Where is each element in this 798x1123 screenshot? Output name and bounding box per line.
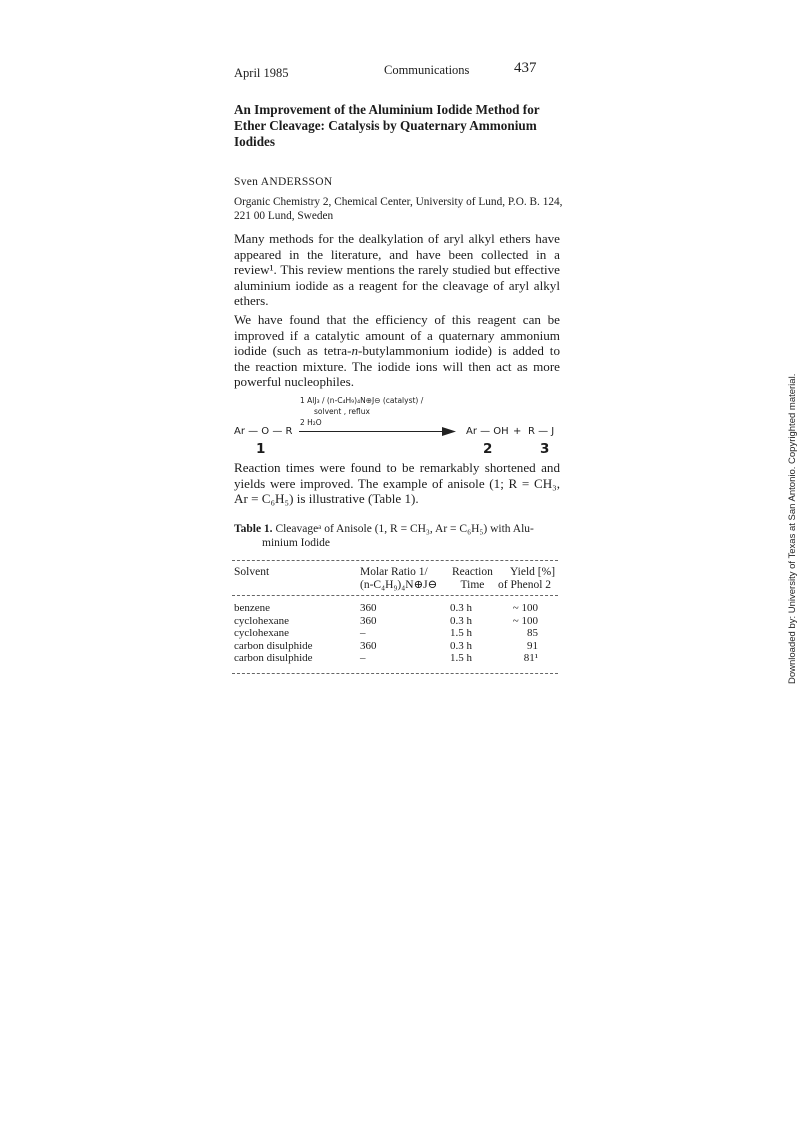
col-header-solvent: Solvent xyxy=(234,566,270,578)
table-cell-solvent: cyclohexane xyxy=(234,627,289,640)
table-cell-time: 0.3 h xyxy=(450,639,472,652)
table-cell-time: 1.5 h xyxy=(450,627,472,640)
table-caption: Table 1. Cleavageᵃ of Anisole (1, R = CH₃, Ar = C₆H₅) with Alu- minium Iodide xyxy=(234,523,534,549)
scheme-condition-3: 2 H₂O xyxy=(300,418,322,427)
product-iodide-number: 3 xyxy=(540,441,550,457)
table-cell-solvent: benzene xyxy=(234,602,271,614)
page-number: 437 xyxy=(514,60,537,76)
table-cell-time: 0.3 h xyxy=(450,602,472,614)
col-header-yield: Yield [%] of Phenol 2 xyxy=(498,566,556,591)
article-title: An Improvement of the Aluminium Iodide Method for Ether Cleavage: Catalysis by Quaternary Ammonium Iodides xyxy=(234,102,540,149)
plus-sign: + xyxy=(513,426,522,437)
product-iodide: R — J xyxy=(528,426,555,437)
paragraph-results: Reaction times were found to be remarkably shortened and yields were improved. The example of anisole (1; R = CH₃, Ar = C₆H₅) is illustrative (Table 1). xyxy=(234,460,560,506)
product-phenol-number: 2 xyxy=(483,441,493,457)
reactant-number: 1 xyxy=(256,441,266,457)
table-cell-yield: ~ 100 xyxy=(512,614,538,627)
scheme-condition-2: solvent , reflux xyxy=(314,407,370,416)
table-cell-solvent: cyclohexane xyxy=(234,614,289,627)
col-header-time: Reaction Time xyxy=(452,566,493,591)
table-cell-yield: ~ 100 xyxy=(512,602,538,614)
table-cell-time: 0.3 h xyxy=(450,614,472,627)
side-download-note: Downloaded by: University of Texas at San Antonio. Copyrighted material. xyxy=(787,373,798,684)
table-cell-solvent: carbon disulphide xyxy=(234,652,313,665)
table-rule-header xyxy=(232,595,558,596)
reaction-arrow-line xyxy=(299,431,449,432)
header-section: Communications xyxy=(384,63,470,77)
table-label: Table 1. xyxy=(234,523,273,535)
reaction-arrow-head-icon xyxy=(442,427,456,436)
table-cell-ratio: 360 xyxy=(360,602,377,614)
table-rule-top xyxy=(232,560,558,561)
table-cell-ratio: – xyxy=(360,627,366,640)
reactant: Ar — O — R xyxy=(234,426,293,437)
table-cell-ratio: – xyxy=(360,652,366,665)
affiliation: Organic Chemistry 2, Chemical Center, University of Lund, P.O. B. 124, 221 00 Lund, Sweden xyxy=(234,196,563,222)
table-cell-time: 1.5 h xyxy=(450,652,472,665)
author: Sven ANDERSSON xyxy=(234,176,333,188)
table-cell-yield: 81¹ xyxy=(523,652,538,665)
table-cell-solvent: carbon disulphide xyxy=(234,639,313,652)
paragraph-method: We have found that the efficiency of this reagent can be improved if a catalytic amount of a quaternary ammonium iodide (such as tetra-n-butylammonium iodide) is added to the reaction mixture. The iodide ions will then act as more powerful nucleophiles. xyxy=(234,312,560,389)
table-cell-yield: 85 xyxy=(527,627,538,640)
product-phenol: Ar — OH xyxy=(466,426,509,437)
col-header-ratio: Molar Ratio 1/ (n-C₄H₉)₄N⊕J⊖ xyxy=(360,566,438,591)
scheme-condition-1: 1 AlJ₃ / (n-C₄H₉)₄N⊕J⊖ (catalyst) / xyxy=(300,396,424,405)
table-cell-yield: 91 xyxy=(527,639,538,652)
table-cell-ratio: 360 xyxy=(360,614,377,627)
header-date: April 1985 xyxy=(234,66,289,80)
table-cell-ratio: 360 xyxy=(360,639,377,652)
paragraph-intro: Many methods for the dealkylation of aryl alkyl ethers have appeared in the literature, and have been collected in a review¹. This review mentions the rarely studied but effective aluminium iodide as a reagent for the cleavage of aryl alkyl ethers. xyxy=(234,231,560,308)
table-rule-bottom xyxy=(232,673,558,674)
